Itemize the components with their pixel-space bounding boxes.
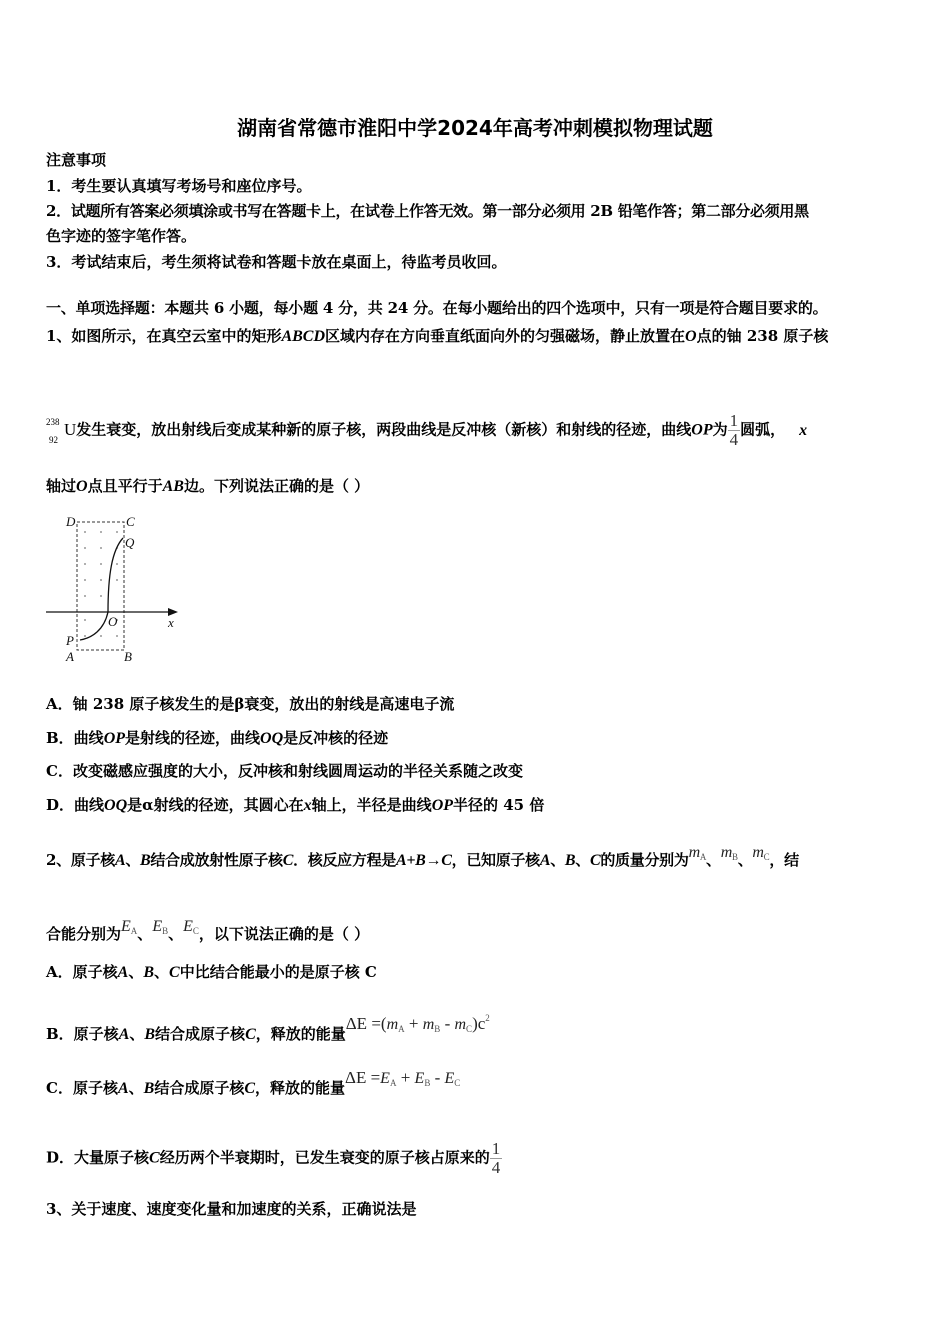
notice-item: 1．考生要认真填写考场号和座位序号。 (46, 177, 312, 195)
page-title: 湖南省常德市淮阳中学2024年高考冲刺模拟物理试题 (237, 116, 713, 140)
magnetic-region-rect (77, 522, 124, 650)
fraction: $\frac{1}{4}$ (729, 411, 739, 449)
energy-formula-binding: $\Delta E =E_A + E_B - E_C$ (345, 1068, 461, 1088)
label-c: C (126, 514, 135, 529)
label-x: x (168, 615, 174, 630)
section-heading: 一、单项选择题：本题共 6 小题，每小题 4 分，共 24 分。在每小题给出的四个选项中，只有一项是符合题目要求的。 (46, 299, 828, 317)
q2-option-a: A．原子核A、B、C中比结合能最小的是原子核 C (46, 963, 377, 981)
notice-heading: 注意事项 (46, 151, 107, 169)
q2-option-b: B．原子核A、B结合成原子核C，释放的能量$\Delta E =(m_A + m_B - m_C)c^2$ (46, 1013, 490, 1043)
label-p: P (66, 633, 74, 648)
q2-line1: 2、原子核A、B结合成放射性原子核C．核反应方程是A+B→C，已知原子核A、B、C的质量分别为$m_A$、$m_B$、$m_C$，结 (46, 844, 799, 869)
curve-oq (108, 538, 123, 612)
q1-line2: 238 92 U发生衰变，放出射线后变成某种新的原子核，两段曲线是反冲核（新核）和射线的径迹，曲线OP为 $\frac{1}{4}$ 圆弧， x (46, 411, 808, 449)
uranium-nuclide: 238 92 U (46, 416, 77, 445)
label-o: O (108, 614, 118, 629)
q2-option-c: C．原子核A、B结合成原子核C，释放的能量$\Delta E =E_A + E_B - E_C$ (46, 1068, 461, 1097)
q1-option-d: D．曲线OQ是α射线的径迹，其圆心在x轴上，半径是曲线OP半径的 45 倍 (46, 796, 545, 814)
notice-item: 3．考试结束后，考生须将试卷和答题卡放在桌面上，待监考员收回。 (46, 253, 507, 271)
fraction: $\frac{1}{4}$ (491, 1139, 501, 1177)
notice-item: 2．试题所有答案必须填涂或书写在答题卡上，在试卷上作答无效。第一部分必须用 2B 铅笔作答；第二部分必须用黑 (46, 202, 809, 220)
q1-line1: 1、如图所示，在真空云室中的矩形ABCD区域内存在方向垂直纸面向外的匀强磁场，静止放置在O点的铀 238 原子核 (46, 327, 829, 345)
q2-line2: 合能分别为$E_A$、$E_B$、$E_C$，以下说法正确的是（ ） (46, 918, 370, 943)
label-b: B (124, 649, 132, 664)
label-q: Q (125, 535, 135, 550)
q1-option-b: B．曲线OP是射线的径迹，曲线OQ是反冲核的径迹 (46, 729, 389, 747)
q2-option-d: D．大量原子核C经历两个半衰期时，已发生衰变的原子核占原来的 $\frac{1}{4}$ (46, 1139, 501, 1177)
notice-item: 色字迹的签字笔作答。 (46, 227, 197, 245)
q1-option-a: A．铀 238 原子核发生的是β衰变，放出的射线是高速电子流 (46, 695, 455, 713)
label-d: D (66, 514, 76, 529)
q1-line3: 轴过O点且平行于AB边。下列说法正确的是（ ） (46, 477, 370, 495)
energy-formula-mass: $\Delta E =(m_A + m_B - m_C)c^2$ (345, 1013, 490, 1034)
q3-stem: 3、关于速度、速度变化量和加速度的关系，正确说法是 (46, 1200, 417, 1218)
label-a: A (66, 649, 74, 664)
q1-option-c: C．改变磁感应强度的大小，反冲核和射线圆周运动的半径关系随之改变 (46, 762, 523, 780)
q1-figure (40, 505, 200, 665)
